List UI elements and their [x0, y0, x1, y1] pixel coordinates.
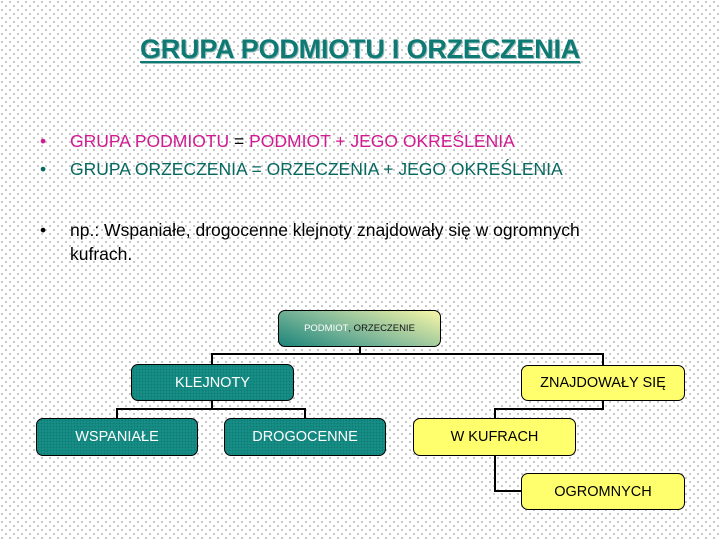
connector-to-ogromnych [494, 490, 522, 492]
bullet-marker: • [40, 159, 47, 179]
node-label: DROGOCENNE [252, 429, 358, 445]
bullet-marker: • [40, 131, 47, 151]
node-wspaniale [36, 418, 198, 456]
root-label-orzeczenie: , ORZECZENIE [348, 323, 415, 334]
connector-level1-horizontal [211, 353, 604, 355]
equals-sign: = [229, 131, 250, 151]
node-label: WSPANIAŁE [75, 429, 159, 445]
node-w-kufrach [413, 418, 576, 456]
example-text-line1: np.: Wspaniałe, drogocenne klejnoty znajdowały się w ogromnych [70, 220, 580, 240]
slide-title: GRUPA PODMIOTU I ORZECZENIA [139, 34, 581, 64]
connector-to-znajdowaly [602, 353, 604, 365]
bullet-marker: • [40, 220, 47, 240]
node-znajdowaly-sie [521, 365, 685, 401]
node-label: KLEJNOTY [175, 374, 250, 391]
connector-w-kufrach-down [494, 455, 496, 492]
node-label: W KUFRACH [450, 429, 539, 445]
node-klejnoty [131, 364, 294, 401]
connector-level2-horizontal [116, 408, 306, 410]
node-drogocenne [224, 418, 386, 456]
node-label: ZNAJDOWAŁY SIĘ [540, 375, 666, 391]
node-label: OGROMNYCH [554, 483, 652, 500]
example-text-line2: kufrach. [70, 244, 133, 264]
root-label-podmiot: PODMIOT [304, 323, 349, 334]
definition-orzeczenia: GRUPA ORZECZENIA = ORZECZENIA + JEGO OKREŚLENIA [70, 159, 563, 179]
node-root [278, 310, 441, 347]
node-ogromnych [521, 473, 685, 510]
connector-znajdowaly-horizontal [494, 408, 604, 410]
term-grupa-podmiotu: GRUPA PODMIOTU [70, 131, 230, 151]
definition-podmiotu: PODMIOT + JEGO OKREŚLENIA [249, 131, 515, 151]
